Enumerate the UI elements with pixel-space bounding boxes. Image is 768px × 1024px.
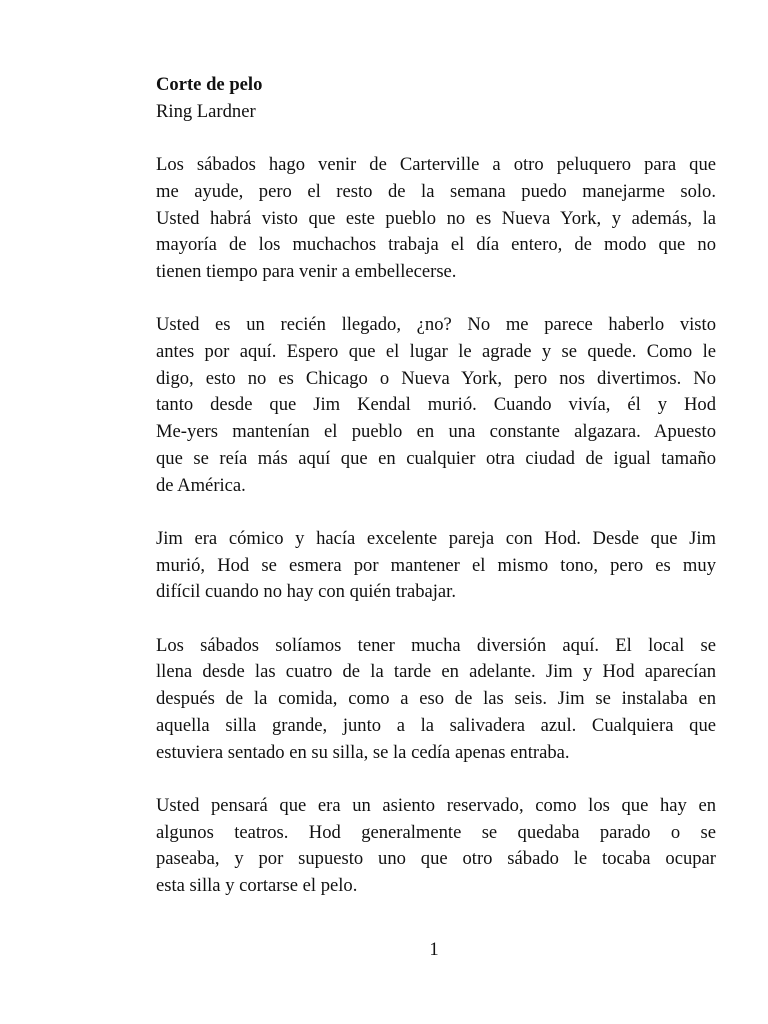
paragraph [156, 312, 716, 499]
document-page [156, 72, 716, 926]
document-title: Corte de pelo [156, 74, 263, 95]
text-line: llena desde las cuatro de la tarde en adelante. Jim y Hod aparecían [156, 661, 716, 683]
page-number: 1 [429, 939, 439, 960]
text-line: después de la comida, como a eso de las seis. Jim se instalaba en [156, 688, 716, 710]
text-line: Los sábados hago venir de Carterville a otro peluquero para que [156, 154, 716, 176]
text-line: Me-yers mantenían el pueblo en una constante algazara. Apuesto [156, 421, 716, 443]
text-line: me ayude, pero el resto de la semana puedo manejarme solo. [156, 180, 716, 202]
text-line: estuviera sentado en su silla, se la cedía apenas entraba. [156, 741, 570, 763]
text-line: esta silla y cortarse el pelo. [156, 875, 358, 897]
text-line: Usted habrá visto que este pueblo no es Nueva York, y además, la [156, 207, 716, 229]
text-line: Usted pensará que era un asiento reservado, como los que hay en [156, 794, 716, 816]
paragraph [156, 793, 716, 900]
text-line: difícil cuando no hay con quién trabajar. [156, 581, 456, 603]
text-line: digo, esto no es Chicago o Nueva York, pero nos divertimos. No [156, 367, 716, 389]
text-line: de América. [156, 474, 246, 496]
text-line: tienen tiempo para venir a embellecerse. [156, 260, 457, 282]
text-line: que se reía más aquí que en cualquier otra ciudad de igual tamaño [156, 447, 716, 469]
text-line: algunos teatros. Hod generalmente se quedaba parado o se [156, 821, 716, 843]
paragraph [156, 526, 716, 606]
text-line: tanto desde que Jim Kendal murió. Cuando vivía, él y Hod [156, 394, 716, 416]
text-line: Usted es un recién llegado, ¿no? No me parece haberlo visto [156, 314, 716, 336]
paragraph [156, 633, 716, 767]
document-author: Ring Lardner [156, 100, 256, 122]
text-line: aquella silla grande, junto a la salivadera azul. Cualquiera que [156, 714, 716, 736]
text-line: Los sábados solíamos tener mucha diversión aquí. El local se [156, 634, 716, 656]
text-line: Jim era cómico y hacía excelente pareja con Hod. Desde que Jim [156, 527, 716, 549]
paragraph [156, 152, 716, 286]
text-line: mayoría de los muchachos trabaja el día entero, de modo que no [156, 234, 716, 256]
text-line: paseaba, y por supuesto uno que otro sábado le tocaba ocupar [156, 848, 716, 870]
text-line: murió, Hod se esmera por mantener el mismo tono, pero es muy [156, 554, 716, 576]
text-line: antes por aquí. Espero que el lugar le agrade y se quede. Como le [156, 341, 716, 362]
